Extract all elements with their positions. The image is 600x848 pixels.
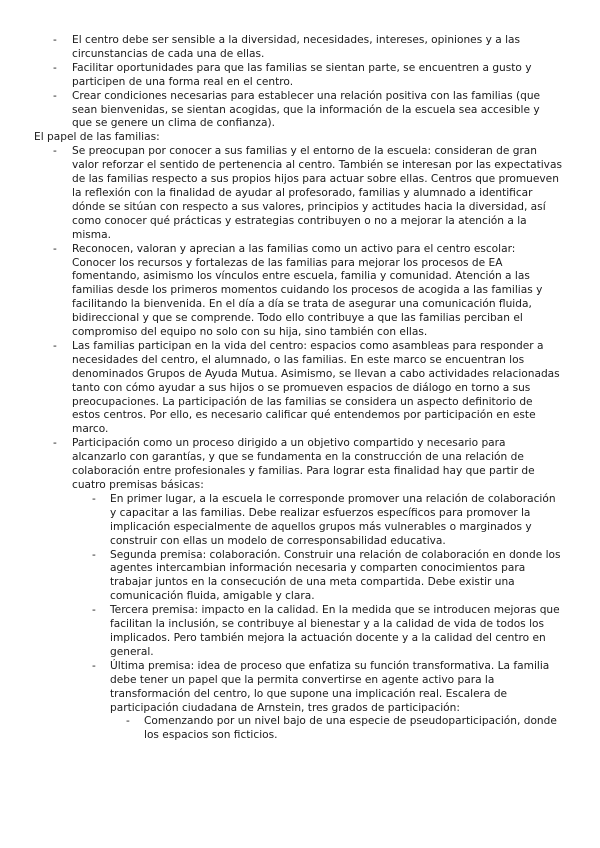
list-item (0, 62, 600, 90)
premise-item (72, 549, 562, 605)
premise-text: Segunda premisa: colaboración. Construir una relación de colaboración en donde los agentes intercambian información necesaria y comparten conocimientos para trabajar juntos en la consecución de una meta compartida. Debe existir una comunicación fluida, amigable y clara. (110, 548, 561, 603)
bullet-dash: - (92, 659, 96, 672)
bullet-dash: - (92, 548, 96, 561)
premise-item (72, 604, 562, 660)
bullet-dash: - (53, 339, 57, 352)
grades-list (110, 715, 562, 743)
premise-item (72, 660, 562, 743)
list-item (0, 243, 600, 340)
bullet-dash: - (92, 492, 96, 505)
bullet-dash: - (53, 242, 57, 255)
list-item-text: Las familias participan en la vida del centro: espacios como asambleas para responder a necesidades del centro, el alumnado, o las familias. En este marco se encuentran los denominados Grupos de Ayuda Mutua. Asimismo, se llevan a cabo actividades relacionadas tanto con cómo ayudar a sus hijos o se promueven espacios de diálogo en torno a sus preocupaciones. La participación de las familias se considera un aspecto definitorio de estos centros. Por ello, es necesario calificar qué entendemos por participación en este marco. (72, 339, 560, 436)
intro-list (0, 34, 600, 131)
premise-text: Última premisa: idea de proceso que enfatiza su función transformativa. La familia debe tener un papel que la permita convertirse en agente activo para la transformación del centro, lo que supone una implicación real. Escalera de participación ciudadana de Arnstein, tres grados de participación: (110, 659, 550, 714)
list-item (0, 437, 600, 743)
premises-list (72, 493, 562, 743)
bullet-dash: - (92, 604, 96, 617)
list-item-text: El centro debe ser sensible a la diversidad, necesidades, intereses, opiniones y a las circunstancias de cada una de ellas. (72, 34, 521, 60)
bullet-dash: - (53, 145, 57, 158)
list-item-text: Se preocupan por conocer a sus familias y el entorno de la escuela: consideran de gran valor reforzar el sentido de pertenencia al centro. También se interesan por las expectativas de las familias respecto a sus propios hijos para actuar sobre ellas. Centros que promueven la reflexión con la finalidad de ayudar al profesorado, familias y alumnado a identificar dónde se sitúan con respecto a sus valores, principios y actitudes hacia la diversidad, así como conocer qué prácticas y estrategias contribuyen o no a mejorar la atención a la misma. (72, 145, 562, 241)
list-item-text: Reconocen, valoran y aprecian a las familias como un activo para el centro escolar: Conocer los recursos y fortalezas de las familias para mejorar los procesos de EA fomentando, asimismo los vínculos entre escuela, familia y comunidad. Atención a las familias desde los primeros momentos cuidando los procesos de acogida a las familias y facilitando la bienvenida. En el día a día se trata de asegurar una comunicación fluida, bidireccional y que se comprende. Todo ello contribuye a que las familias perciban el compromiso del equipo no solo con su hija, sino también con ellas. (72, 242, 543, 339)
premise-item (72, 493, 562, 549)
family-list (0, 145, 600, 743)
grade-text: Comenzando por un nivel bajo de una especie de pseudoparticipación, donde los espacios son ficticios. (144, 715, 557, 742)
grade-item (110, 715, 562, 743)
document-body (0, 34, 600, 743)
section-heading: El papel de las familias: (34, 131, 160, 144)
bullet-dash: - (53, 89, 57, 102)
list-item (0, 145, 600, 242)
bullet-dash: - (126, 715, 130, 728)
list-item (0, 34, 600, 62)
premise-text: Tercera premisa: impacto en la calidad. En la medida que se introducen mejoras que facilitan la inclusión, se contribuye al bienestar y a la calidad de vida de todos los implicados. Pero también mejora la actuación docente y a la calidad del centro en general. (110, 604, 560, 658)
bullet-dash: - (53, 437, 57, 450)
list-item (0, 90, 600, 132)
list-item-text: Facilitar oportunidades para que las familias se sientan parte, se encuentren a gusto y participen de una forma real en el centro. (72, 61, 532, 88)
bullet-dash: - (53, 61, 57, 74)
bullet-dash: - (53, 34, 57, 46)
premise-text: En primer lugar, a la escuela le corresponde promover una relación de colaboración y capacitar a las familias. Debe realizar esfuerzos específicos para promover la implicación especialmente de aquellos grupos más vulnerables o marginados y construir con ellas un modelo de corresponsabilidad educativa. (110, 492, 556, 547)
list-item-text: Participación como un proceso dirigido a un objetivo compartido y necesario para alcanzarlo con garantías, y que se fundamenta en la construcción de una relación de colaboración entre profesionales y familias. Para lograr esta finalidad hay que partir de cuatro premisas básicas: (72, 437, 535, 491)
list-item-text: Crear condiciones necesarias para establecer una relación positiva con las familias (que sean bienvenidas, se sientan acogidas, que la información de la escuela sea accesible y que se genere un clima de confianza). (72, 89, 541, 130)
list-item (0, 340, 600, 437)
